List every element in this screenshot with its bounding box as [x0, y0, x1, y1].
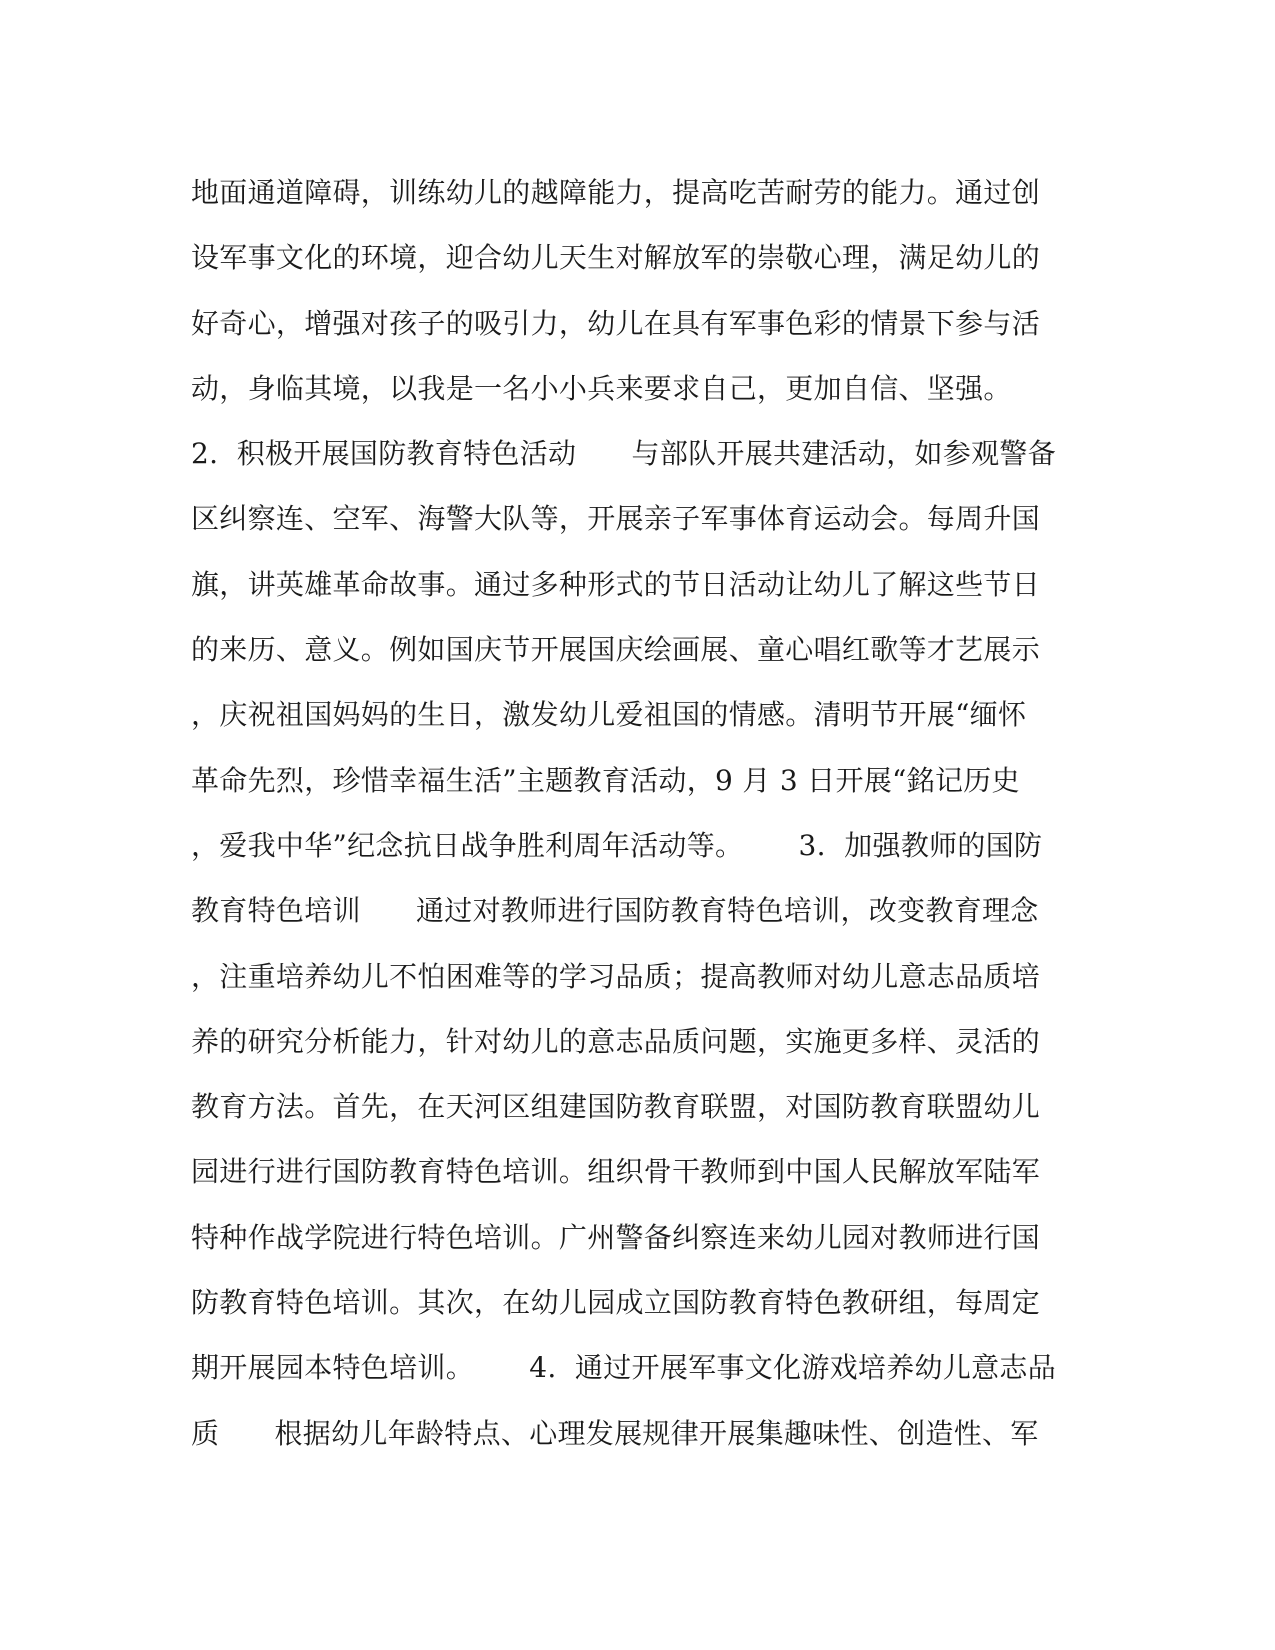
text-line: ，庆祝祖国妈妈的生日，激发幼儿爱祖国的情感。清明节开展“缅怀 — [191, 698, 1027, 732]
text-line: 防教育特色培训。其次，在幼儿园成立国防教育特色教研组，每周定 — [191, 1286, 1041, 1320]
text-line: 区纠察连、空军、海警大队等，开展亲子军事体育运动会。每周升国 — [191, 502, 1041, 536]
text-line: 设军事文化的环境，迎合幼儿天生对解放军的崇敬心理，满足幼儿的 — [191, 241, 1041, 275]
text-line: 教育特色培训 通过对教师进行国防教育特色培训，改变教育理念 — [191, 894, 1039, 928]
text-line: 革命先烈，珍惜幸福生活”主题教育活动，9 月 3 日开展“銘记历史 — [191, 763, 1020, 797]
text-line: 旗，讲英雄革命故事。通过多种形式的节日活动让幼儿了解这些节日 — [191, 567, 1041, 601]
text-line: 的来历、意义。例如国庆节开展国庆绘画展、童心唱红歌等才艺展示 — [191, 633, 1041, 667]
text-line: 教育方法。首先，在天河区组建国防教育联盟，对国防教育联盟幼儿 — [191, 1090, 1041, 1124]
text-line: 特种作战学院进行特色培训。广州警备纠察连来幼儿园对教师进行国 — [191, 1220, 1041, 1254]
text-line: 好奇心，增强对孩子的吸引力，幼儿在具有军事色彩的情景下参与活 — [191, 306, 1041, 340]
text-line: 期开展园本特色培训。 4. 通过开展军事文化游戏培养幼儿意志品 — [191, 1351, 1057, 1385]
text-line: 地面通道障碍，训练幼儿的越障能力，提高吃苦耐劳的能力。通过创 — [191, 176, 1041, 209]
body-text — [191, 160, 1091, 1466]
text-line: ，爱我中华”纪念抗日战争胜利周年活动等。 3. 加强教师的国防 — [191, 828, 1043, 862]
text-line: 2. 积极开展国防教育特色活动 与部队开展共建活动，如参观警备 — [191, 437, 1057, 471]
text-line: 养的研究分析能力，针对幼儿的意志品质问题，实施更多样、灵活的 — [191, 1024, 1041, 1058]
text-line: ，注重培养幼儿不怕困难等的学习品质；提高教师对幼儿意志品质培 — [191, 959, 1041, 993]
text-line: 园进行进行国防教育特色培训。组织骨干教师到中国人民解放军陆军 — [191, 1155, 1041, 1189]
text-line: 动，身临其境，以我是一名小小兵来要求自己，更加自信、坚强。 — [191, 371, 1012, 405]
text-line: 质 根据幼儿年龄特点、心理发展规律开展集趣味性、创造性、军 — [191, 1416, 1039, 1450]
